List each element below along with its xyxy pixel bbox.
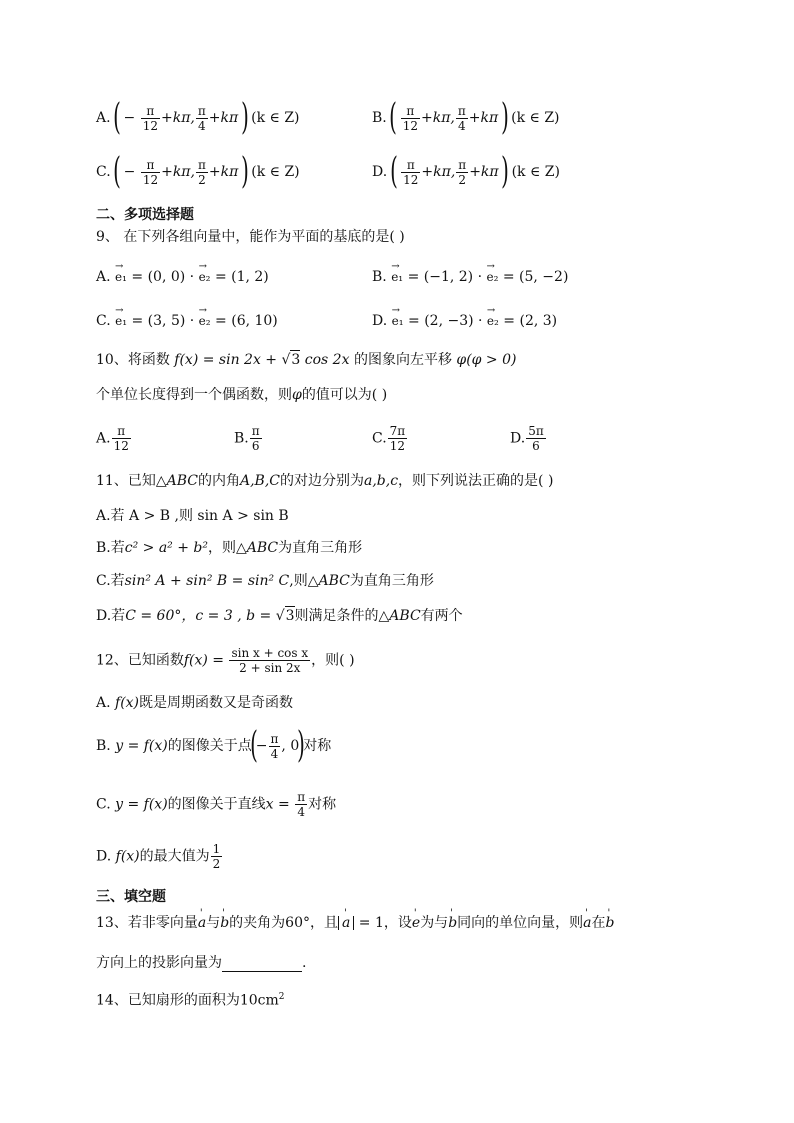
q8-option-c: C. ( − $\frac{\pi}{12}$ +kπ, $\frac{\pi}{2}$ +kπ ) (k ∈ Z) (96, 151, 300, 192)
q12-option-c: C. y = f(x)的图像关于直线x = $\frac{\pi}{4}$ 对称 (96, 790, 337, 819)
q10-option-d: D. $\frac{5\pi}{6}$ (510, 424, 544, 453)
q8-option-d: D. ( $\frac{\pi}{12}$ +kπ, $\frac{\pi}{2}$ +kπ ) (k ∈ Z) (372, 151, 560, 192)
q8-option-a: A. ( − $\frac{\pi}{12}$ +kπ, $\frac{\pi}{4}$ +kπ ) (k ∈ Z) (96, 97, 300, 138)
fraction: $\frac{\pi}{4}$ (197, 103, 206, 133)
q12-stem: 12、已知函数f(x) = $\frac{\text{sin x + cos x}}{2 + \sin 2x}$ ，则( ) (96, 646, 355, 675)
q10-option-b: B. $\frac{\pi}{6}$ (234, 424, 260, 453)
answer-blank[interactable] (222, 957, 302, 972)
fraction: $\frac{\pi}{2}$ (197, 157, 206, 187)
q10-stem: 10、将函数 f(x) = sin 2x + √3 cos 2x 的图象向左平移 φ(φ > 0) (96, 352, 517, 368)
q11-option-b: B.若c² > a² + b²，则△ABC为直角三角形 (96, 540, 363, 556)
q9-option-b: B. → e₁ = (−1, 2) · → e₂ = (5, −2) (372, 268, 568, 286)
q12-option-a: A. f(x)既是周期函数又是奇函数 (96, 695, 294, 711)
q11-option-d: D.若C = 60°，c = 3 , b = √3则满足条件的△ABC有两个 (96, 608, 463, 624)
q11-option-c: C.若sin² A + sin² B = sin² C,则△ABC为直角三角形 (96, 573, 434, 589)
q11-option-a: A.若 A > B ,则 sin A > sin B (96, 508, 289, 524)
q10-option-c: C. $\frac{7\pi}{12}$ (372, 424, 406, 453)
q9-option-a: A. → e₁ = (0, 0) · → e₂ = (1, 2) (96, 268, 269, 286)
q13-line2: 方向上的投影向量为 . (96, 955, 307, 971)
fraction: $\frac{\pi}{4}$ (457, 103, 466, 133)
fraction: $\frac{\pi}{12}$ (403, 157, 419, 187)
section-title-multiple-choice: 二、多项选择题 (96, 207, 194, 223)
fraction: $\frac{\pi}{12}$ (142, 103, 158, 133)
q10-stem-line2: 个单位长度得到一个偶函数，则φ的值可以为( ) (96, 387, 388, 403)
q13-stem: 13、若非零向量' a与' b的夹角为60°，且' a = 1，设' e为与' b同向的单位向量，则' a在' b (96, 914, 614, 932)
fraction: $\frac{\text{sin x + cos x}}{2 + \sin 2x}$ (231, 646, 309, 675)
section-title-fill-blank: 三、填空题 (96, 889, 166, 905)
q11-stem: 11、已知△ABC的内角A,B,C的对边分别为a,b,c，则下列说法正确的是( ) (96, 473, 554, 489)
fraction: $\frac{\pi}{12}$ (402, 103, 418, 133)
q9-option-d: D. → e₁ = (2, −3) · → e₂ = (2, 3) (372, 312, 557, 330)
q12-option-d: D. f(x)的最大值为 $\frac{1}{2}$ (96, 842, 221, 871)
fraction: $\frac{\pi}{2}$ (458, 157, 467, 187)
q9-option-c: C. → e₁ = (3, 5) · → e₂ = (6, 10) (96, 312, 278, 330)
q9-stem: 9、 在下列各组向量中，能作为平面的基底的是( ) (96, 229, 405, 245)
q8-option-b: B. ( $\frac{\pi}{12}$ +kπ, $\frac{\pi}{4}$ +kπ ) (k ∈ Z) (372, 97, 560, 138)
q12-option-b: B. y = f(x)的图像关于点(− $\frac{\pi}{4}$ , 0)对称 (96, 725, 332, 766)
q14-stem: 14、已知扇形的面积为$10cm^2$ (96, 992, 285, 1009)
q10-option-a: A. $\frac{\pi}{12}$ (96, 424, 129, 453)
fraction: $\frac{\pi}{12}$ (142, 157, 159, 187)
